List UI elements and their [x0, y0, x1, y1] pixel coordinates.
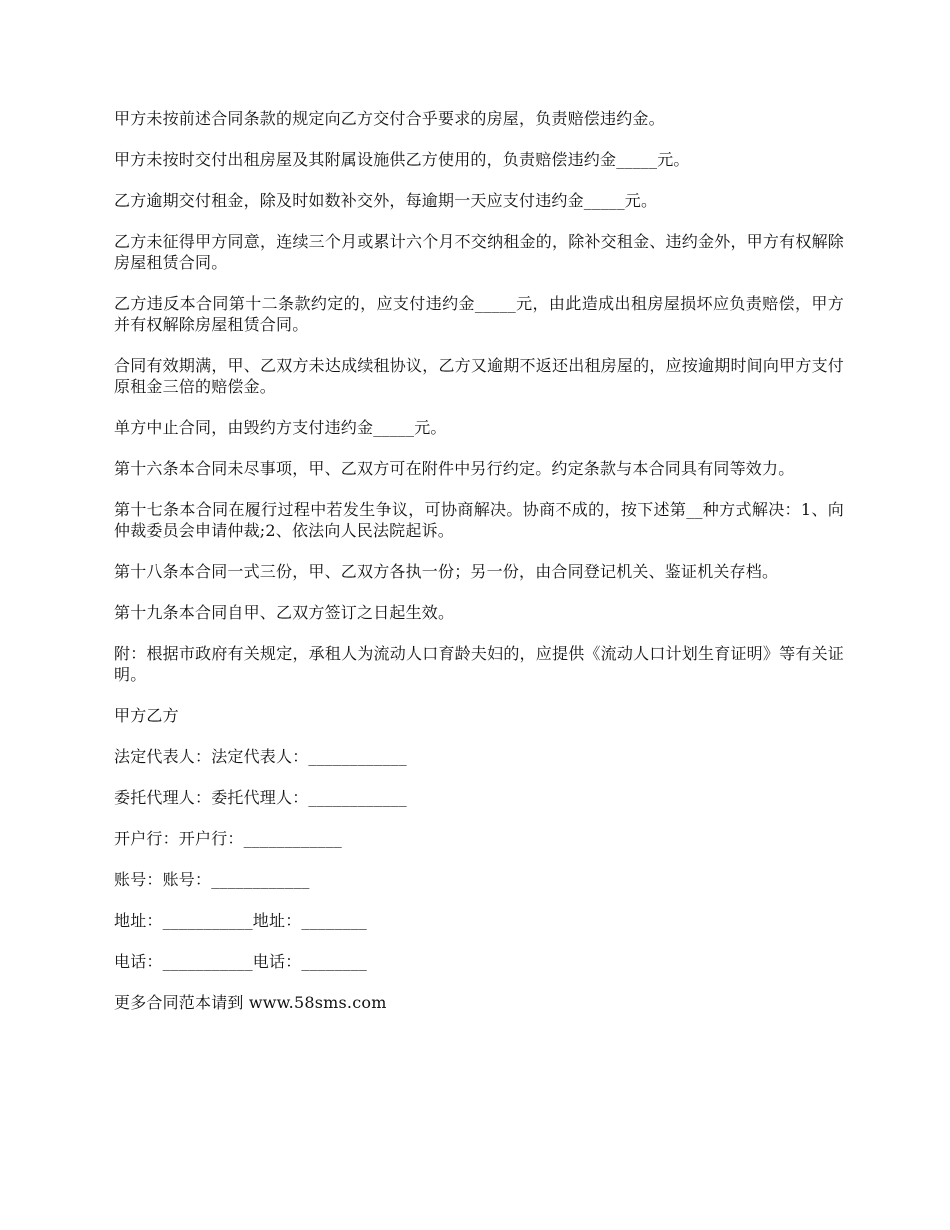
clause-expiry-no-return: 合同有效期满，甲、乙双方未达成续租协议，乙方又逾期不返还出租房屋的，应按逾期时间向甲方支付原租金三倍的赔偿金。 [114, 356, 844, 396]
signature-legal-rep: 法定代表人：法定代表人：____________ [114, 747, 407, 766]
clause-unilateral-termination: 单方中止合同，由毁约方支付违约金_____元。 [114, 418, 447, 437]
signature-bank: 开户行：开户行：____________ [114, 829, 343, 848]
clause-tenant-late-rent: 乙方逾期交付租金，除及时如数补交外，每逾期一天应支付违约金_____元。 [114, 191, 658, 210]
article-18: 第十八条本合同一式三份，甲、乙双方各执一份；另一份，由合同登记机关、鉴证机关存档。 [114, 562, 779, 581]
signature-block [114, 705, 844, 972]
signature-parties: 甲方乙方 [114, 706, 179, 725]
footer-note: 更多合同范本请到 www.58sms.com [114, 993, 387, 1012]
signature-agent: 委托代理人：委托代理人：____________ [114, 788, 407, 807]
article-19: 第十九条本合同自甲、乙双方签订之日起生效。 [114, 603, 455, 622]
signature-phone: 电话：___________电话：________ [114, 952, 368, 971]
clause-landlord-late-delivery: 甲方未按时交付出租房屋及其附属设施供乙方使用的，负责赔偿违约金_____元。 [114, 150, 690, 169]
document-page [114, 108, 844, 1033]
signature-address: 地址：___________地址：________ [114, 911, 368, 930]
appendix-note: 附：根据市政府有关规定，承租人为流动人口育龄夫妇的，应提供《流动人口计划生育证明》等有关证明。 [114, 644, 844, 684]
clause-tenant-violation-article-12: 乙方违反本合同第十二条款约定的，应支付违约金_____元，由此造成出租房屋损坏应负责赔偿，甲方并有权解除房屋租赁合同。 [114, 294, 844, 334]
article-17: 第十七条本合同在履行过程中若发生争议，可协商解决。协商不成的，按下述第__种方式解决：1、向仲裁委员会申请仲裁;2、依法向人民法院起诉。 [114, 500, 844, 540]
clause-tenant-unpaid-rent: 乙方未征得甲方同意，连续三个月或累计六个月不交纳租金的，除补交租金、违约金外，甲方有权解除房屋租赁合同。 [114, 232, 844, 272]
clause-landlord-nonconforming-delivery: 甲方未按前述合同条款的规定向乙方交付合乎要求的房屋，负责赔偿违约金。 [114, 109, 665, 128]
article-16: 第十六条本合同未尽事项，甲、乙双方可在附件中另行约定。约定条款与本合同具有同等效力。 [114, 459, 795, 478]
signature-account: 账号：账号：____________ [114, 870, 310, 889]
